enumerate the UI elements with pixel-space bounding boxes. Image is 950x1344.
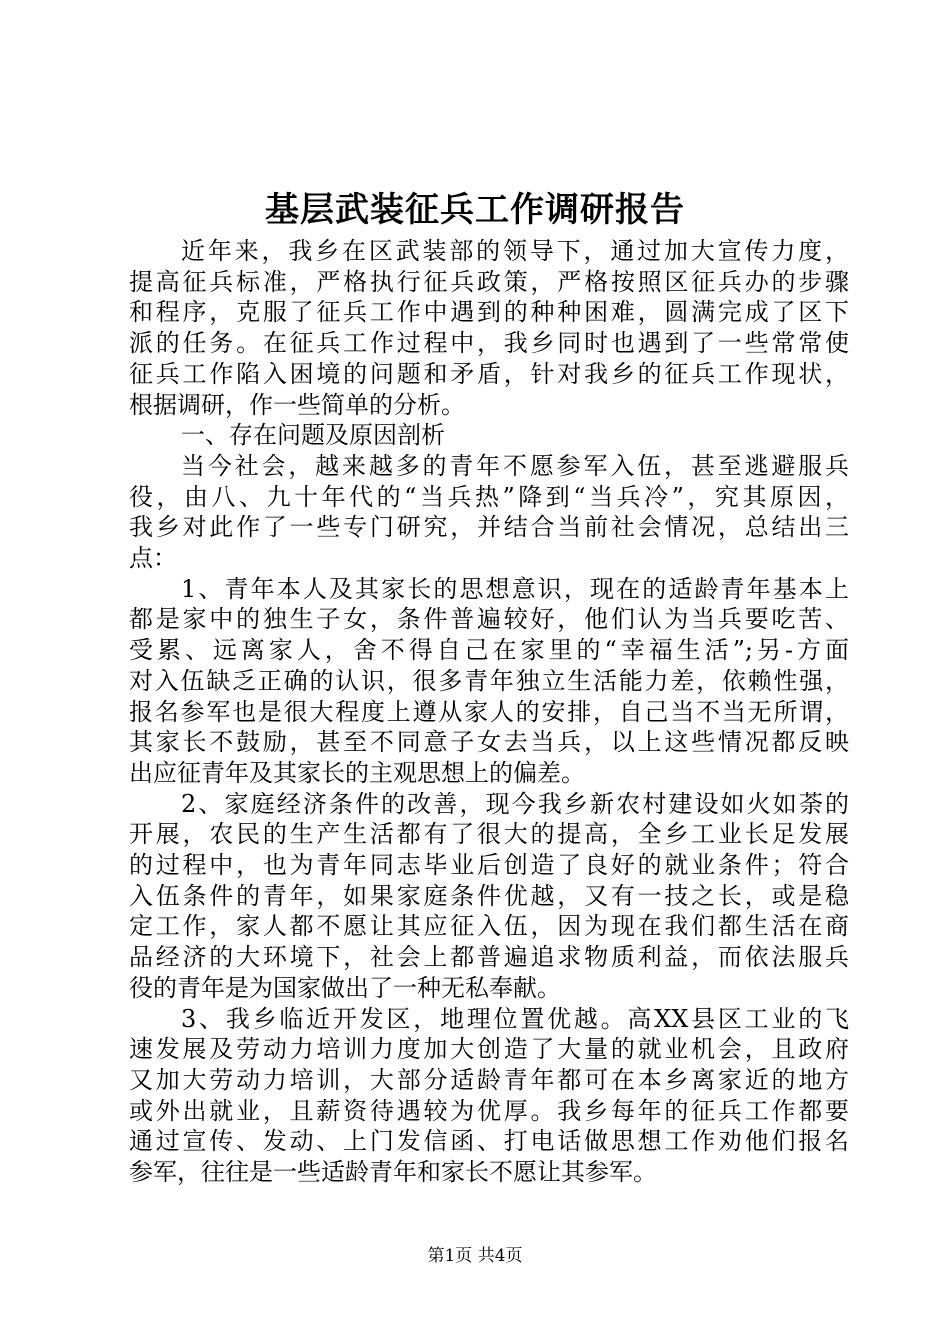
text-line: 报名参军也是很大程度上遵从家人的安排，自己当不当无所谓， [129,697,849,726]
text-line: 2、家庭经济条件的改善，现今我乡新农村建设如火如荼的 [181,789,849,818]
text-line: 定工作，家人都不愿让其应征入伍，因为现在我们都生活在商 [129,912,849,941]
text-line: 和程序，克服了征兵工作中遇到的种种困难，圆满完成了区下 [129,298,849,327]
paragraph-intro [129,236,849,420]
text-line: 出应征青年及其家长的主观思想上的偏差。 [129,758,585,787]
text-line: 受累、远离家人，舍不得自己在家里的“幸福生活”;另-方面 [129,636,849,665]
text-line: 开展，农民的生产生活都有了很大的提高，全乡工业长足发展 [129,820,849,849]
text-line: 当今社会，越来越多的青年不愿参军入伍，甚至逃避服兵 [181,451,849,480]
page-footer: 第1页 共4页 [427,1246,523,1266]
text-line: 征兵工作陷入困境的问题和矛盾，针对我乡的征兵工作现状， [129,359,849,388]
text-line: 3、我乡临近开发区，地理位置优越。高XX县区工业的飞 [181,1004,849,1033]
paragraph-point-1 [129,574,849,789]
text-line: 又加大劳动力培训，大部分适龄青年都可在本乡离家近的地方 [129,1065,849,1094]
text-line: 根据调研，作一些简单的分析。 [129,390,465,419]
text-line: 其家长不鼓励，甚至不同意子女去当兵，以上这些情况都反映 [129,728,849,757]
text-line: 入伍条件的青年，如果家庭条件优越，又有一技之长，或是稳 [129,881,849,910]
text-line: 一、存在问题及原因剖析 [181,421,445,450]
text-line: 通过宣传、发动、上门发信函、打电话做思想工作劝他们报名 [129,1127,849,1156]
text-line: 近年来，我乡在区武装部的领导下，通过加大宣传力度， [181,237,849,265]
text-line: 对入伍缺乏正确的认识，很多青年独立生活能力差，依赖性强， [129,666,849,695]
paragraph-point-3 [129,1004,849,1188]
text-line: 1、青年本人及其家长的思想意识，现在的适龄青年基本上 [181,574,849,603]
text-line: 提高征兵标准，严格执行征兵政策，严格按照区征兵办的步骤 [129,267,849,296]
paragraph-point-2 [129,789,849,1004]
text-line: 役的青年是为国家做出了一种无私奉献。 [129,973,561,1002]
text-line: 参军，往往是一些适龄青年和家长不愿让其参军。 [129,1158,657,1187]
text-line: 速发展及劳动力培训力度加大创造了大量的就业机会，且政府 [129,1035,849,1064]
text-line: 都是家中的独生子女，条件普遍较好，他们认为当兵要吃苦、 [129,605,849,634]
paragraph-overview [129,451,849,574]
text-line: 役，由八、九十年代的“当兵热”降到“当兵冷”，究其原因， [129,482,849,511]
document-title: 基层武装征兵工作调研报告 [265,190,685,230]
text-line: 点： [129,544,177,573]
text-line: 的过程中，也为青年同志毕业后创造了良好的就业条件；符合 [129,851,849,880]
document-body [129,236,849,1188]
section-heading [129,420,849,451]
text-line: 派的任务。在征兵工作过程中，我乡同时也遇到了一些常常使 [129,329,849,358]
text-line: 品经济的大环境下，社会上都普遍追求物质利益，而依法服兵 [129,943,849,972]
text-line: 或外出就业，且薪资待遇较为优厚。我乡每年的征兵工作都要 [129,1096,849,1125]
text-line: 我乡对此作了一些专门研究，并结合当前社会情况，总结出三 [129,513,849,542]
